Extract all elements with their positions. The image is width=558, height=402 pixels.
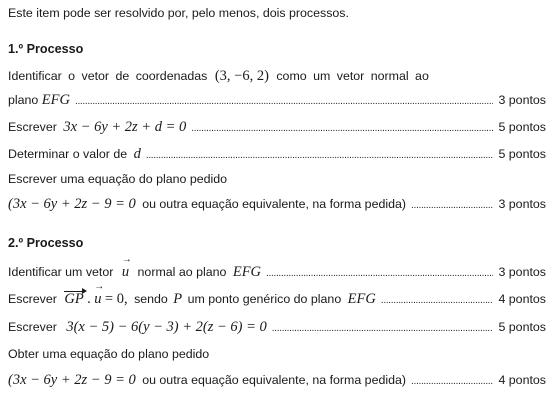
p2-step2-text-b: sendo — [134, 292, 168, 306]
p1-step4-text-b: ou outra equação equivalente, na forma pedida) — [142, 197, 407, 211]
p1-step1-line2 — [8, 92, 546, 109]
p2-step1 — [8, 264, 546, 281]
intro-text: Este item pode ser resolvido por, pelo menos, dois processos. — [8, 6, 349, 20]
p2-step3-points: 5 pontos — [498, 320, 546, 334]
p2-step2-text-c: um ponto genérico do plano — [187, 292, 342, 306]
p1-step3 — [8, 146, 546, 163]
p1-step4-math: (3x − 6y + 2z − 9 = 0 — [8, 196, 136, 212]
p1-step1-text-a: Identificar o vetor de coordenadas — [8, 69, 208, 83]
p1-step3-points: 5 pontos — [498, 147, 546, 161]
dot-leader — [411, 376, 493, 387]
p2-step3-text: Escrever — [8, 320, 57, 334]
process2-heading: 2.º Processo — [8, 236, 84, 250]
dot-leader — [411, 200, 493, 211]
p2-step4-math: (3x − 6y + 2z − 9 = 0 — [8, 372, 136, 388]
dot-leader — [191, 123, 493, 134]
dot-leader — [381, 295, 494, 306]
p1-step1-plane: EFG — [41, 92, 70, 108]
p2-step2-eq: = 0, — [104, 291, 128, 307]
p1-step1-line2-text: plano — [8, 93, 39, 107]
p2-step2-plane: EFG — [347, 291, 376, 307]
p1-step4-line2 — [8, 196, 546, 213]
p2-step2-vec2: → u — [94, 291, 101, 308]
dot-leader — [75, 96, 493, 107]
dot-leader — [272, 323, 494, 334]
p2-step4-text: Obter uma equação do plano pedido — [8, 347, 210, 361]
p2-step2-vec: GP — [64, 291, 84, 307]
p2-step3 — [8, 319, 546, 336]
p2-step3-math: 3(x − 5) − 6(y − 3) + 2(z − 6) = 0 — [66, 319, 267, 335]
p2-step2-points: 4 pontos — [498, 292, 546, 306]
p2-step2 — [8, 291, 546, 308]
p2-step2-text: Escrever — [8, 292, 57, 306]
p2-step4-points: 4 pontos — [498, 373, 546, 387]
dot-leader — [266, 268, 493, 279]
p1-step1-line1 — [8, 68, 546, 85]
p1-step2-text: Escrever — [8, 120, 57, 134]
p2-step1-points: 3 pontos — [498, 265, 546, 279]
p1-step3-text: Determinar o valor de — [8, 147, 128, 161]
p1-step2-math: 3x − 6y + 2z + d = 0 — [63, 119, 187, 135]
p1-step1-text-b: como um vetor normal ao — [276, 69, 429, 83]
dot-leader — [146, 150, 494, 161]
p1-step3-math: d — [133, 146, 141, 162]
p2-step2-dot: . — [87, 291, 91, 307]
p1-step2 — [8, 119, 546, 136]
p1-step1-math: (3, −6, 2) — [214, 68, 269, 84]
p2-step4-line2 — [8, 372, 546, 389]
p2-step4-text-b: ou outra equação equivalente, na forma pedida) — [142, 373, 407, 387]
p2-step1-plane: EFG — [232, 264, 262, 280]
p1-step4-points: 3 pontos — [498, 197, 546, 211]
process1-heading: 1.º Processo — [8, 42, 84, 56]
p1-step4-text: Escrever uma equação do plano pedido — [8, 172, 228, 186]
p2-step2-point: P — [173, 291, 183, 307]
p2-step1-text-b: normal ao plano — [137, 265, 227, 279]
p1-step2-points: 5 pontos — [498, 120, 546, 134]
p2-step1-text-a: Identificar um vetor — [8, 265, 114, 279]
p1-step1-points: 3 pontos — [498, 93, 546, 107]
p2-step1-vec: → u — [122, 264, 129, 281]
